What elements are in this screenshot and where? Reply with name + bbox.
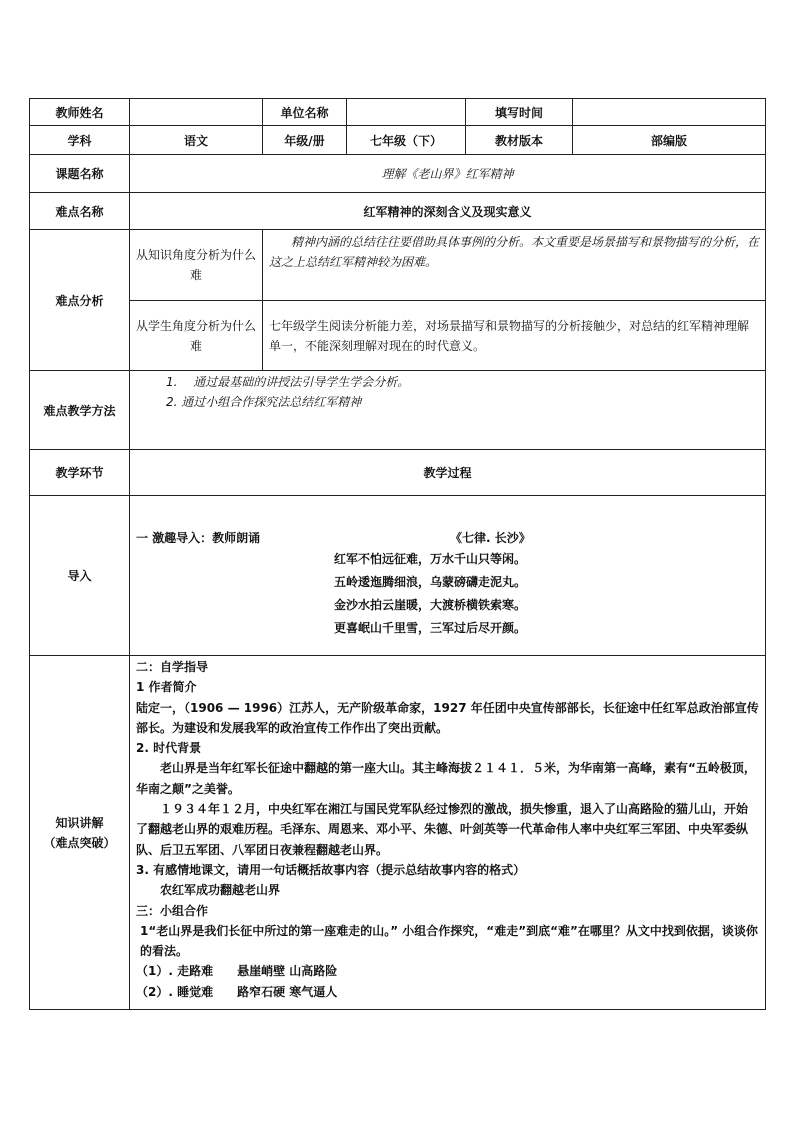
unit-name-field[interactable] <box>347 99 466 126</box>
fill-time-field[interactable] <box>573 99 766 126</box>
subject-row <box>30 126 766 155</box>
poem-line: 金沙水拍云崖暖，大渡桥横铁索寒。 <box>334 598 527 612</box>
knowledge-label-line1: 知识讲解 <box>55 815 104 830</box>
poem-title: 《七律. 长沙》 <box>450 531 531 545</box>
intro-content <box>130 496 766 656</box>
course-row <box>30 155 766 193</box>
fill-time-label: 填写时间 <box>466 99 573 126</box>
difficulty-label: 难点名称 <box>30 193 130 230</box>
poem-line: 红军不怕远征难，万水千山只等闲。 <box>334 552 527 566</box>
header-row <box>30 99 766 126</box>
poem-line: 五岭逶迤腾细浪，乌蒙磅礴走泥丸。 <box>334 575 527 589</box>
teacher-name-field[interactable] <box>130 99 263 126</box>
process-header-row <box>30 450 766 496</box>
method-label: 难点教学方法 <box>30 371 130 450</box>
method-list <box>130 371 766 450</box>
section-group-work-heading: 三：小组合作 <box>136 903 209 918</box>
unit-name-label: 单位名称 <box>263 99 347 126</box>
course-label: 课题名称 <box>30 155 130 193</box>
student-angle-text: 七年级学生阅读分析能力差，对场景描写和景物描写的分析接触少，对总结的红军精神理解单一，不能深刻理解对现在的时代意义。 <box>263 301 766 371</box>
analysis-label: 难点分析 <box>30 230 130 371</box>
analysis-row-knowledge <box>30 230 766 301</box>
lesson-plan-table <box>29 98 766 1010</box>
knowledge-label <box>30 656 130 1010</box>
difficulty-row <box>30 193 766 230</box>
answer-item-2: （2）. 睡觉难 路窄石硬 寒气逼人 <box>136 984 338 999</box>
answer-item-1: （1）. 走路难 悬崖峭壁 山高路险 <box>136 964 338 979</box>
grade-value: 七年级（下） <box>347 126 466 155</box>
difficulty-title: 红军精神的深刻含义及现实意义 <box>130 193 766 230</box>
knowledge-content <box>130 656 766 1010</box>
course-title: 理解《老山界》红军精神 <box>130 155 766 193</box>
author-text: 陆定一，（1906 — 1996）江苏人，无产阶级革命家，1927 年任团中央宣传部部长，长征途中任红军总政治部宣传部长。为建设和发展我军的政治宣传工作作出了突出贡献。 <box>136 700 759 735</box>
knowledge-row <box>30 656 766 1010</box>
section-self-study-heading: 二：自学指导 <box>136 660 209 674</box>
poem-body <box>334 548 526 640</box>
poem-line: 更喜岷山千里雪，三军过后尽开颜。 <box>334 621 527 635</box>
edition-value: 部编版 <box>573 126 766 155</box>
knowledge-label-line2: （难点突破） <box>43 835 116 850</box>
intro-heading: 一 激趣导入：教师朗诵 <box>136 531 261 545</box>
teacher-name-label: 教师姓名 <box>30 99 130 126</box>
process-label: 教学过程 <box>130 450 766 496</box>
method-item: 1. 通过最基础的讲授法引导学生学会分析。 <box>166 375 410 389</box>
knowledge-angle-text: 精神内涵的总结往往要借助具体事例的分析。本文重要是场景描写和景物描写的分析，在这之上总结红军精神较为困难。 <box>263 230 766 301</box>
background-paragraph-1: 老山界是当年红军长征途中翻越的第一座大山。其主峰海拔２１４１．５米，为华南第一高峰，素有“五岭极顶，华南之颠”之美誉。 <box>136 761 756 796</box>
author-heading: 1 作者简介 <box>136 680 197 695</box>
intro-row <box>30 496 766 656</box>
question-3: 3. 有感情地课文，请用一句话概括故事内容（提示总结故事内容的格式） <box>136 862 526 877</box>
background-paragraph-2: １９３４年１２月，中央红军在湘江与国民党军队经过惨烈的激战，损失惨重，退入了山高路险的猫儿山，开始了翻越老山界的艰难历程。毛泽东、周恩来、邓小平、朱德、叶剑英等一代革命伟人率中央红军三军团、中央军委纵队、后卫五军团、八军团日夜兼程翻越老山界。 <box>136 802 749 857</box>
question-3-answer: 农红军成功翻越老山界 <box>160 883 281 898</box>
knowledge-angle-label: 从知识角度分析为什么难 <box>130 230 263 301</box>
group-task-1: 1“老山界是我们长征中所过的第一座难走的山。” 小组合作探究，“难走”到底“难”在哪里？从文中找到依据，谈谈你的看法。 <box>140 923 758 959</box>
method-row <box>30 371 766 450</box>
intro-label: 导入 <box>30 496 130 656</box>
background-heading: 2. 时代背景 <box>136 741 202 756</box>
method-item: 2. 通过小组合作探究法总结红军精神 <box>166 395 362 409</box>
student-angle-label: 从学生角度分析为什么难 <box>130 301 263 371</box>
process-step-label: 教学环节 <box>30 450 130 496</box>
subject-label: 学科 <box>30 126 130 155</box>
analysis-row-student <box>30 301 766 371</box>
subject-value: 语文 <box>130 126 263 155</box>
edition-label: 教材版本 <box>466 126 573 155</box>
grade-label: 年级/册 <box>263 126 347 155</box>
